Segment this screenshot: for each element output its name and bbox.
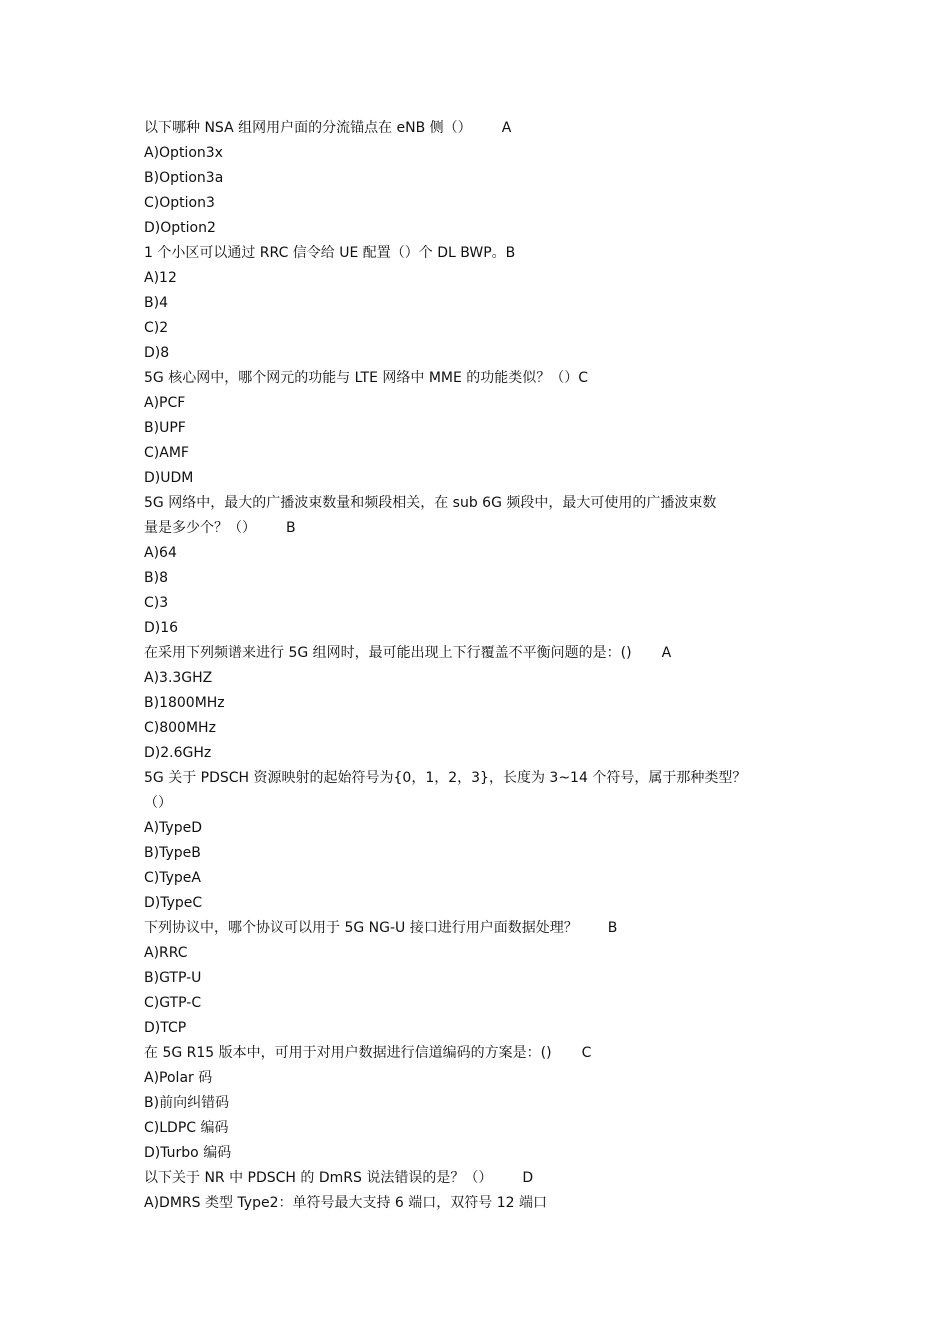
question-text: 以下哪种 NSA 组网用户面的分流锚点在 eNB 侧（） A — [144, 116, 814, 141]
answer-key: B — [286, 520, 296, 536]
option-b: B)1800MHz — [144, 695, 225, 711]
option-c: C)800MHz — [144, 720, 216, 736]
question-text-line2: 量是多少个？（） B — [144, 516, 814, 541]
option-b: B)4 — [144, 295, 168, 311]
option-a: A)TypeD — [144, 820, 202, 836]
option-b: B)Option3a — [144, 170, 224, 186]
question-text: 1 个小区可以通过 RRC 信令给 UE 配置（）个 DL BWP。B — [144, 245, 516, 261]
option-a: A)3.3GHZ — [144, 670, 213, 686]
option-c: C)TypeA — [144, 870, 201, 886]
question-text-line1: 5G 关于 PDSCH 资源映射的起始符号为{0，1，2，3}，长度为 3~14 个符号，属于那种类型？ — [144, 770, 747, 786]
option-c: C)AMF — [144, 445, 189, 461]
option-a: A)64 — [144, 545, 177, 561]
question-text: 5G 核心网中，哪个网元的功能与 LTE 网络中 MME 的功能类似？（）C — [144, 370, 589, 386]
option-d: D)UDM — [144, 470, 194, 486]
option-d: D)16 — [144, 620, 179, 636]
answer-key: A — [661, 645, 672, 661]
option-c: C)2 — [144, 320, 169, 336]
question-text-line2: （） — [144, 795, 172, 811]
option-b: B)8 — [144, 570, 168, 586]
answer-key: D — [522, 1170, 534, 1186]
option-b: B)UPF — [144, 420, 186, 436]
option-a: A)RRC — [144, 945, 188, 961]
option-c: C)LDPC 编码 — [144, 1120, 229, 1136]
question-list — [144, 116, 814, 1216]
question-text: 下列协议中，哪个协议可以用于 5G NG-U 接口进行用户面数据处理？ B — [144, 916, 814, 941]
question-text: 在采用下列频谱来进行 5G 组网时，最可能出现上下行覆盖不平衡问题的是：() A — [144, 641, 814, 666]
option-c: C)Option3 — [144, 195, 215, 211]
option-a: A)12 — [144, 270, 177, 286]
option-b: B)TypeB — [144, 845, 201, 861]
option-d: D)TCP — [144, 1020, 187, 1036]
option-c: C)GTP-C — [144, 995, 202, 1011]
option-d: D)2.6GHz — [144, 745, 212, 761]
option-a: A)PCF — [144, 395, 186, 411]
option-b: B)GTP-U — [144, 970, 202, 986]
option-a: A)Option3x — [144, 145, 223, 161]
answer-key: C — [581, 1045, 592, 1061]
question-text-line1: 5G 网络中，最大的广播波束数量和频段相关，在 sub 6G 频段中，最大可使用的广播波束数 — [144, 495, 717, 511]
question-text: 在 5G R15 版本中，可用于对用户数据进行信道编码的方案是：() C — [144, 1041, 814, 1066]
option-b: B)前向纠错码 — [144, 1095, 230, 1111]
option-d: D)8 — [144, 345, 170, 361]
option-d: D)Option2 — [144, 220, 216, 236]
option-a: A)DMRS 类型 Type2：单符号最大支持 6 端口，双符号 12 端口 — [144, 1195, 547, 1211]
option-c: C)3 — [144, 595, 169, 611]
option-d: D)Turbo 编码 — [144, 1145, 232, 1161]
option-a: A)Polar 码 — [144, 1070, 213, 1086]
option-d: D)TypeC — [144, 895, 203, 911]
answer-key: B — [607, 920, 618, 936]
question-text: 以下关于 NR 中 PDSCH 的 DmRS 说法错误的是？（） D — [144, 1166, 814, 1191]
answer-key: A — [501, 120, 512, 136]
